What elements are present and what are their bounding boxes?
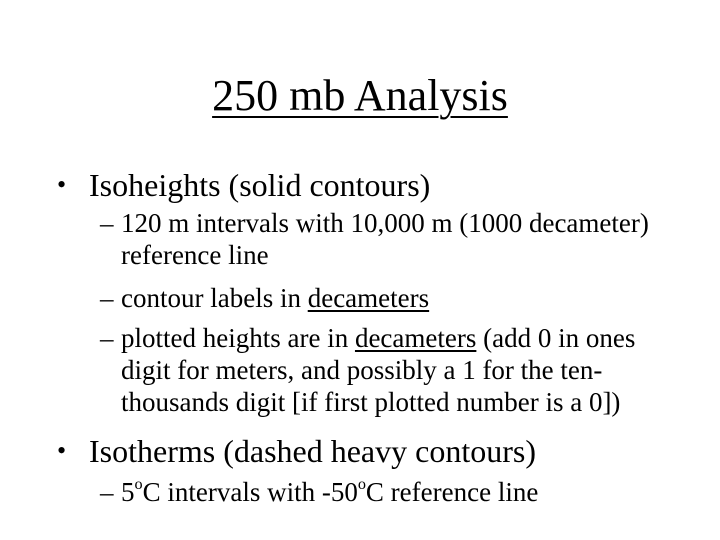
slide-title-text: 250 mb Analysis — [212, 71, 508, 120]
bullet-marker: • — [57, 436, 67, 465]
bullet-marker: • — [57, 170, 67, 199]
text-fragment: C intervals with -50 — [142, 477, 358, 507]
sub-bullet-intervals — [100, 207, 690, 271]
sub-bullet-plotted-heights — [100, 322, 690, 418]
slide-title — [0, 70, 720, 122]
underlined-term: decameters — [307, 283, 430, 313]
text-fragment: C reference line — [365, 477, 539, 507]
bullet-isoheights-text: Isoheights (solid contours) — [89, 167, 431, 203]
degree-superscript: o — [357, 475, 366, 494]
dash-marker: – — [100, 323, 114, 353]
text-fragment: plotted heights are in — [121, 323, 355, 353]
underlined-term: decameters — [354, 323, 477, 353]
text-fragment: contour labels in — [121, 283, 308, 313]
text-fragment: (add 0 in ones digit for meters, and possibly a 1 for the ten-thousands digit [if first plotted number is a 0]) — [121, 323, 636, 417]
dash-marker: – — [100, 477, 114, 507]
sub-bullet-intervals-text: 120 m intervals with 10,000 m (1000 decameter) reference line — [121, 208, 649, 270]
degree-superscript: o — [134, 475, 143, 494]
dash-marker: – — [100, 283, 114, 313]
text-fragment: 5 — [121, 477, 135, 507]
bullet-isotherms-text: Isotherms (dashed heavy contours) — [89, 433, 536, 469]
sub-bullet-temperature-intervals — [100, 476, 690, 508]
sub-bullet-temperature-intervals-text — [121, 476, 690, 508]
sub-bullet-contour-labels-text — [121, 282, 690, 314]
sub-bullet-contour-labels — [100, 282, 690, 314]
sub-bullet-plotted-heights-text — [121, 322, 690, 418]
dash-marker: – — [100, 208, 114, 238]
